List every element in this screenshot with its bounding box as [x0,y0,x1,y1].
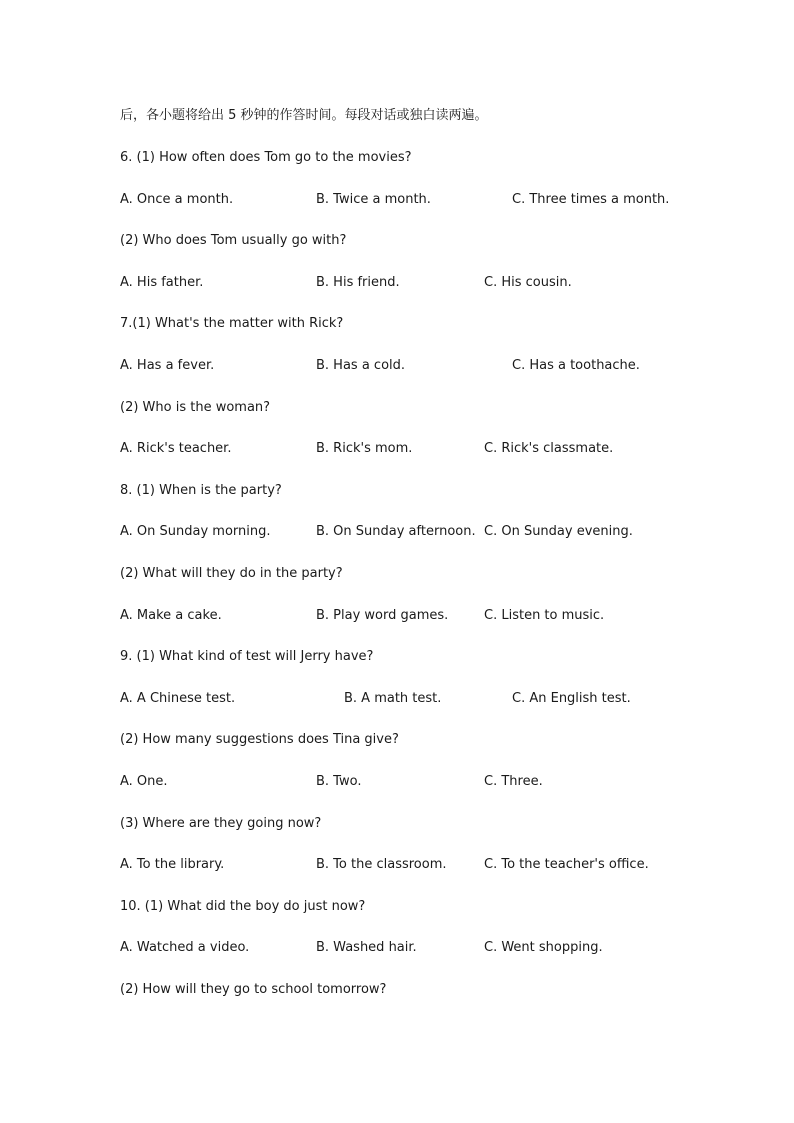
option-b: B. Two. [316,774,362,789]
options-row-9-1 [0,690,794,708]
question-9-3: (3) Where are they going now? [120,816,322,831]
options-row-9-3 [0,856,794,874]
question-7-1: 7.(1) What's the matter with Rick? [120,316,344,331]
option-b: B. Twice a month. [316,192,431,207]
options-row-8-2 [0,607,794,625]
option-c: C. Three times a month. [512,192,670,207]
option-b: B. Washed hair. [316,940,417,955]
option-b: B. Rick's mom. [316,441,413,456]
options-row-8-1 [0,523,794,541]
option-a: A. To the library. [120,857,225,872]
option-b: B. To the classroom. [316,857,447,872]
question-9-2: (2) How many suggestions does Tina give? [120,732,399,747]
option-c: C. Has a toothache. [512,358,640,373]
option-c: C. Three. [484,774,543,789]
option-a: A. On Sunday morning. [120,524,271,539]
option-b: B. A math test. [344,691,442,706]
option-c: C. On Sunday evening. [484,524,633,539]
option-c: C. To the teacher's office. [484,857,649,872]
question-6-2: (2) Who does Tom usually go with? [120,233,347,248]
options-row-7-1 [0,357,794,375]
options-row-6-1 [0,191,794,209]
option-c: C. His cousin. [484,275,572,290]
question-6-1: 6. (1) How often does Tom go to the movies? [120,150,412,165]
question-10-1: 10. (1) What did the boy do just now? [120,899,366,914]
option-c: C. An English test. [512,691,631,706]
instruction-text: 后，各小题将给出 5 秒钟的作答时间。每段对话或独白读两遍。 [120,108,488,123]
option-b: B. Has a cold. [316,358,406,373]
option-c: C. Listen to music. [484,608,605,623]
option-a: A. One. [120,774,168,789]
options-row-10-1 [0,939,794,957]
question-7-2: (2) Who is the woman? [120,400,271,415]
question-8-1: 8. (1) When is the party? [120,483,282,498]
option-a: A. His father. [120,275,204,290]
question-9-1: 9. (1) What kind of test will Jerry have? [120,649,374,664]
option-a: A. A Chinese test. [120,691,236,706]
options-row-7-2 [0,440,794,458]
option-b: B. Play word games. [316,608,449,623]
option-a: A. Watched a video. [120,940,250,955]
option-a: A. Once a month. [120,192,234,207]
option-c: C. Went shopping. [484,940,603,955]
question-10-2: (2) How will they go to school tomorrow? [120,982,387,997]
option-b: B. His friend. [316,275,400,290]
question-8-2: (2) What will they do in the party? [120,566,343,581]
option-a: A. Has a fever. [120,358,215,373]
option-b: B. On Sunday afternoon. [316,524,476,539]
options-row-6-2 [0,274,794,292]
option-a: A. Make a cake. [120,608,222,623]
options-row-9-2 [0,773,794,791]
option-c: C. Rick's classmate. [484,441,614,456]
option-a: A. Rick's teacher. [120,441,232,456]
